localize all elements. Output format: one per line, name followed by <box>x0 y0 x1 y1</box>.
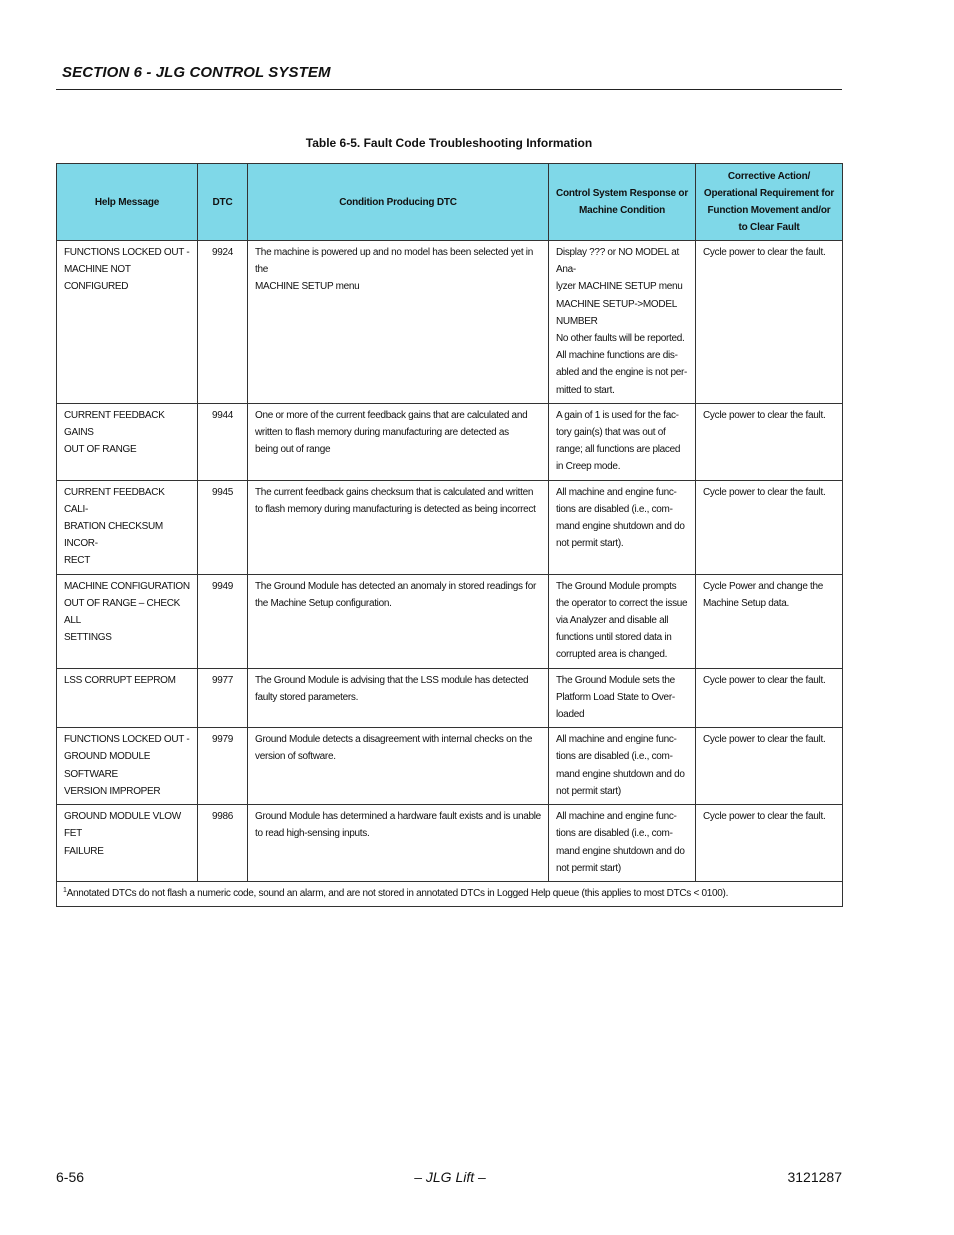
condition-cell: The Ground Module has detected an anomaly in stored readings for the Machine Setup configuration. <box>248 574 549 668</box>
dtc-cell: 9986 <box>198 805 248 882</box>
help-message-cell: MACHINE CONFIGURATION OUT OF RANGE – CHECK ALL SETTINGS <box>57 574 198 668</box>
dtc-cell: 9944 <box>198 403 248 480</box>
table-row <box>57 574 843 668</box>
action-cell: Cycle power to clear the fault. <box>696 668 843 728</box>
condition-cell: Ground Module has determined a hardware fault exists and is unable to read high-sensing inputs. <box>248 805 549 882</box>
table-row <box>57 668 843 728</box>
table-row <box>57 480 843 574</box>
table-row <box>57 241 843 404</box>
action-cell: Cycle power to clear the fault. <box>696 403 843 480</box>
condition-cell: Ground Module detects a disagreement with internal checks on the version of software. <box>248 728 549 805</box>
response-cell: The Ground Module prompts the operator to correct the issue via Analyzer and disable all functions until stored data in corrupted area is changed. <box>549 574 696 668</box>
dtc-cell: 9949 <box>198 574 248 668</box>
header-rule <box>56 89 842 90</box>
action-cell: Cycle power to clear the fault. <box>696 728 843 805</box>
help-message-cell: FUNCTIONS LOCKED OUT - GROUND MODULE SOFTWARE VERSION IMPROPER <box>57 728 198 805</box>
condition-cell: The current feedback gains checksum that is calculated and written to flash memory during manufacturing is detected as being incorrect <box>248 480 549 574</box>
dtc-cell: 9977 <box>198 668 248 728</box>
table-row <box>57 403 843 480</box>
response-cell: Display ??? or NO MODEL at Ana- lyzer MACHINE SETUP menu MACHINE SETUP->MODEL NUMBER No other faults will be reported. All machine functions are dis- abled and the engine is not per- mitted to start. <box>549 241 696 404</box>
help-message-cell: CURRENT FEEDBACK GAINS OUT OF RANGE <box>57 403 198 480</box>
table-row <box>57 728 843 805</box>
response-cell: All machine and engine func- tions are disabled (i.e., com- mand engine shutdown and do not permit start) <box>549 728 696 805</box>
footnote-marker: 1 <box>63 886 67 894</box>
action-cell: Cycle Power and change the Machine Setup data. <box>696 574 843 668</box>
document-number: 3121287 <box>787 1169 842 1185</box>
response-cell: The Ground Module sets the Platform Load State to Over- loaded <box>549 668 696 728</box>
section-title: SECTION 6 - JLG CONTROL SYSTEM <box>62 64 331 81</box>
action-cell: Cycle power to clear the fault. <box>696 480 843 574</box>
column-header-corrective-action: Corrective Action/ Operational Requirement for Function Movement and/or to Clear Fault <box>696 164 843 241</box>
response-cell: A gain of 1 is used for the fac- tory gain(s) that was out of range; all functions are placed in Creep mode. <box>549 403 696 480</box>
footer-brand: – JLG Lift – <box>414 1169 486 1185</box>
dtc-cell: 9945 <box>198 480 248 574</box>
help-message-cell: LSS CORRUPT EEPROM <box>57 668 198 728</box>
column-header-help-message: Help Message <box>57 164 198 241</box>
response-cell: All machine and engine func- tions are disabled (i.e., com- mand engine shutdown and do not permit start) <box>549 805 696 882</box>
action-cell: Cycle power to clear the fault. <box>696 805 843 882</box>
table-caption: Table 6-5. Fault Code Troubleshooting Information <box>305 136 593 150</box>
help-message-cell: FUNCTIONS LOCKED OUT - MACHINE NOT CONFIGURED <box>57 241 198 404</box>
column-header-dtc: DTC <box>198 164 248 241</box>
page-number: 6-56 <box>56 1169 85 1185</box>
column-header-condition: Condition Producing DTC <box>248 164 549 241</box>
footnote-row <box>57 881 843 906</box>
condition-cell: The Ground Module is advising that the LSS module has detected faulty stored parameters. <box>248 668 549 728</box>
dtc-cell: 9979 <box>198 728 248 805</box>
dtc-cell: 9924 <box>198 241 248 404</box>
footnote-text: Annotated DTCs do not flash a numeric code, sound an alarm, and are not stored in annotated DTCs in Logged Help queue (this applies to most DTCs < 0100). <box>66 887 729 899</box>
action-cell: Cycle power to clear the fault. <box>696 241 843 404</box>
condition-cell: The machine is powered up and no model has been selected yet in the MACHINE SETUP menu <box>248 241 549 404</box>
table-header-row <box>57 164 843 241</box>
footnote-cell <box>57 881 843 906</box>
fault-code-table <box>56 163 843 907</box>
response-cell: All machine and engine func- tions are disabled (i.e., com- mand engine shutdown and do not permit start). <box>549 480 696 574</box>
column-header-response: Control System Response or Machine Condition <box>549 164 696 241</box>
help-message-cell: CURRENT FEEDBACK CALI- BRATION CHECKSUM INCOR- RECT <box>57 480 198 574</box>
table-row <box>57 805 843 882</box>
help-message-cell: GROUND MODULE VLOW FET FAILURE <box>57 805 198 882</box>
condition-cell: One or more of the current feedback gains that are calculated and written to flash memory during manufacturing are detected as being out of range <box>248 403 549 480</box>
